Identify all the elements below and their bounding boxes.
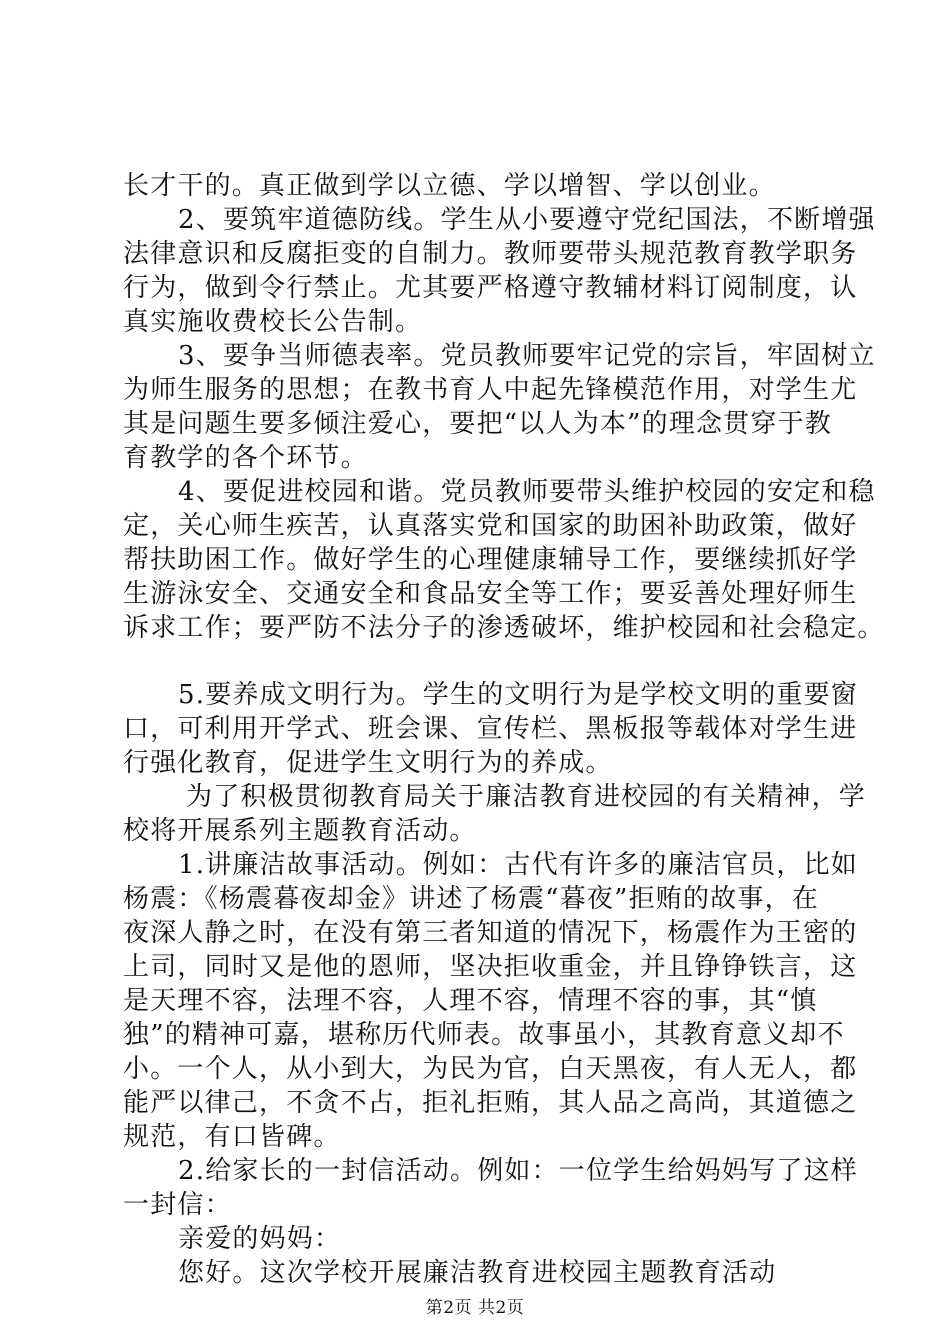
text-line-2: 2、要筑牢道德防线。学生从小要遵守党纪国法，不断增强 — [178, 205, 876, 235]
page-number-footer: 第2页 共2页 — [425, 1298, 525, 1318]
text-line-21: 杨震：《杨震暮夜却金》讲述了杨震“暮夜”拒贿的故事，在 — [123, 884, 819, 914]
text-line-11: 定，关心师生疾苦，认真落实党和国家的助困补助政策，做好 — [123, 511, 858, 541]
text-line-22: 夜深人静之时，在没有第三者知道的情况下，杨震作为王密的 — [123, 918, 858, 948]
text-line-3: 法律意识和反腐拒变的自制力。教师要带头规范教育教学职务 — [123, 239, 858, 269]
text-line-31: 亲爱的妈妈： — [178, 1224, 342, 1254]
text-line-1: 长才干的。真正做到学以立德、学以增智、学以创业。 — [123, 171, 776, 201]
text-line-17: 行强化教育，促进学生文明行为的养成。 — [123, 748, 613, 778]
text-line-16: 口，可利用开学式、班会课、宣传栏、黑板报等载体对学生进 — [123, 714, 858, 744]
text-line-24: 是天理不容，法理不容，人理不容，情理不容的事，其“慎 — [123, 986, 818, 1016]
text-line-30: 一封信： — [123, 1190, 232, 1220]
text-line-26: 小。一个人，从小到大，为民为官，白天黑夜，有人无人，都 — [123, 1054, 858, 1084]
text-line-20: 1.讲廉洁故事活动。例如：古代有许多的廉洁官员，比如 — [178, 850, 859, 880]
text-line-9: 育教学的各个环节。 — [123, 443, 368, 473]
text-line-15: 5.要养成文明行为。学生的文明行为是学校文明的重要窗 — [178, 680, 859, 710]
text-line-5: 真实施收费校长公告制。 — [123, 307, 423, 337]
text-line-18: 为了积极贯彻教育局关于廉洁教育进校园的有关精神，学 — [186, 782, 867, 812]
text-line-28: 规范，有口皆碑。 — [123, 1122, 341, 1152]
text-line-8: 其是问题生要多倾注爱心，要把“以人为本”的理念贯穿于教 — [123, 409, 832, 439]
text-line-19: 校将开展系列主题教育活动。 — [123, 816, 477, 846]
text-line-7: 为师生服务的思想；在教书育人中起先锋模范作用，对学生尤 — [123, 375, 858, 405]
text-line-14: 诉求工作；要严防不法分子的渗透破坏，维护校园和社会稳定。 — [123, 613, 885, 643]
text-line-25: 独”的精神可嘉，堪称历代师表。故事虽小，其教育意义却不 — [123, 1020, 845, 1050]
text-line-29: 2.给家长的一封信活动。例如：一位学生给妈妈写了这样 — [178, 1156, 859, 1186]
text-line-32: 您好。这次学校开展廉洁教育进校园主题教育活动 — [178, 1258, 777, 1288]
text-line-23: 上司，同时又是他的恩师，坚决拒收重金，并且铮铮铁言，这 — [123, 952, 858, 982]
text-line-13: 生游泳安全、交通安全和食品安全等工作；要妥善处理好师生 — [123, 579, 858, 609]
text-line-4: 行为，做到令行禁止。尤其要严格遵守教辅材料订阅制度，认 — [123, 273, 858, 303]
text-line-10: 4、要促进校园和谐。党员教师要带头维护校园的安定和稳 — [178, 477, 876, 507]
text-line-6: 3、要争当师德表率。党员教师要牢记党的宗旨，牢固树立 — [178, 341, 876, 371]
text-line-27: 能严以律己，不贪不占，拒礼拒贿，其人品之高尚，其道德之 — [123, 1088, 858, 1118]
text-line-12: 帮扶助困工作。做好学生的心理健康辅导工作，要继续抓好学 — [123, 545, 858, 575]
